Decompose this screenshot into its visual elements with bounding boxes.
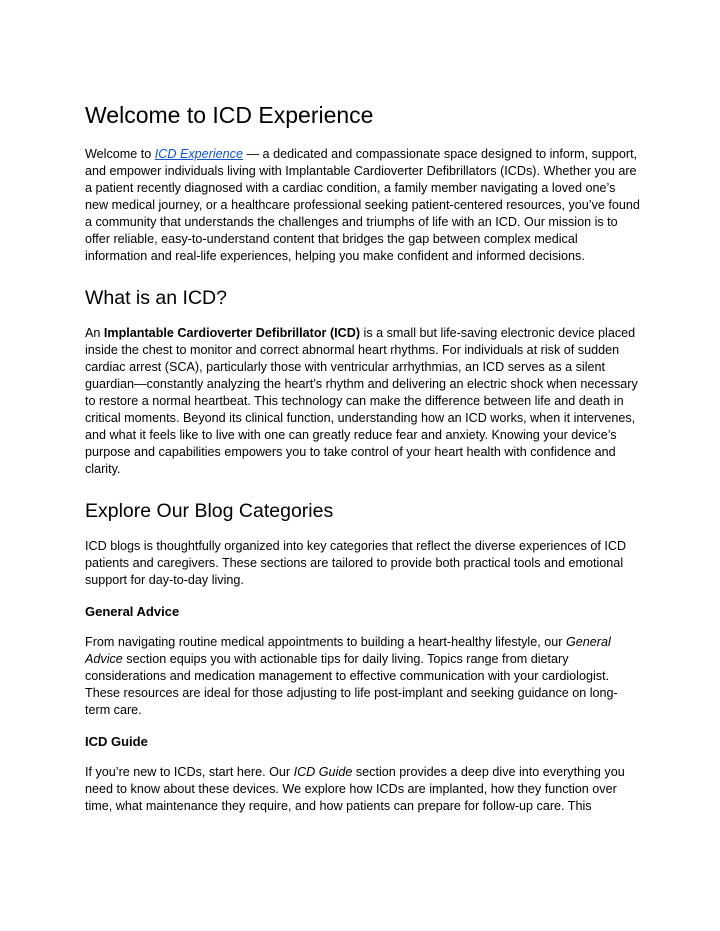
what-is-suffix: is a small but life-saving electronic device placed inside the chest to monitor and correct abnormal heart rhythms. For individuals at risk of sudden cardiac arrest (SCA), particularly those with ventricular arrhythmias, an ICD serves as a silent guardian—constantly analyzing the heart’s rhythm and delivering an electric shock when necessary to restore a normal heartbeat. This technology can make the difference between life and death in critical moments. Beyond its clinical function, understanding how an ICD works, when it intervenes, and what it feels like to live with one can greatly reduce fear and anxiety. Knowing your device’s purpose and capabilities empowers you to take control of your heart health with confidence and clarity. (85, 326, 638, 476)
what-is-prefix: An (85, 326, 104, 340)
icd-guide-suffix: section provides a deep dive into everything you need to know about these devices. We explore how ICDs are implanted, how they function over time, what maintenance they require, and how patients can prepare for follow-up care. This (85, 765, 625, 813)
icd-experience-link[interactable]: ICD Experience (154, 147, 243, 161)
general-advice-paragraph (85, 634, 641, 719)
icd-bold-term: Implantable Cardioverter Defibrillator (ICD) (103, 326, 361, 340)
general-advice-suffix: section equips you with actionable tips for daily living. Topics range from dietary considerations and medication management to effective communication with your cardiologist. These resources are ideal for those adjusting to life post-implant and seeking guidance on long-term care. (85, 652, 618, 717)
intro-paragraph (85, 146, 641, 265)
general-advice-italic: General Advice (85, 635, 611, 666)
icd-guide-italic: ICD Guide (293, 765, 353, 779)
blog-categories-paragraph: ICD blogs is thoughtfully organized into key categories that reflect the diverse experiences of ICD patients and caregivers. These sections are tailored to provide both practical tools and emotional support for day-to-day living. (85, 539, 627, 587)
document-body (85, 100, 641, 829)
icd-guide-heading: ICD Guide (85, 734, 148, 749)
what-is-icd-heading: What is an ICD? (85, 287, 227, 309)
what-is-icd-paragraph (85, 325, 641, 478)
general-advice-prefix: From navigating routine medical appointments to building a heart-healthy lifestyle, our (85, 635, 566, 649)
general-advice-heading: General Advice (85, 604, 180, 619)
icd-guide-paragraph (85, 764, 641, 815)
icd-guide-prefix: If you’re new to ICDs, start here. Our (85, 765, 294, 779)
intro-prefix: Welcome to (85, 147, 155, 161)
page-title: Welcome to ICD Experience (85, 102, 374, 128)
intro-suffix: — a dedicated and compassionate space designed to inform, support, and empower individuals living with Implantable Cardioverter Defibrillators (ICDs). Whether you are a patient recently diagnosed with a cardiac condition, a family member navigating a loved one’s new medical journey, or a healthcare professional seeking patient-centered resources, you’ve found a community that understands the challenges and triumphs of life with an ICD. Our mission is to offer reliable, easy-to-understand content that bridges the gap between complex medical information and real-life experiences, helping you make confident and informed decisions. (85, 147, 640, 263)
blog-categories-heading: Explore Our Blog Categories (85, 500, 334, 522)
